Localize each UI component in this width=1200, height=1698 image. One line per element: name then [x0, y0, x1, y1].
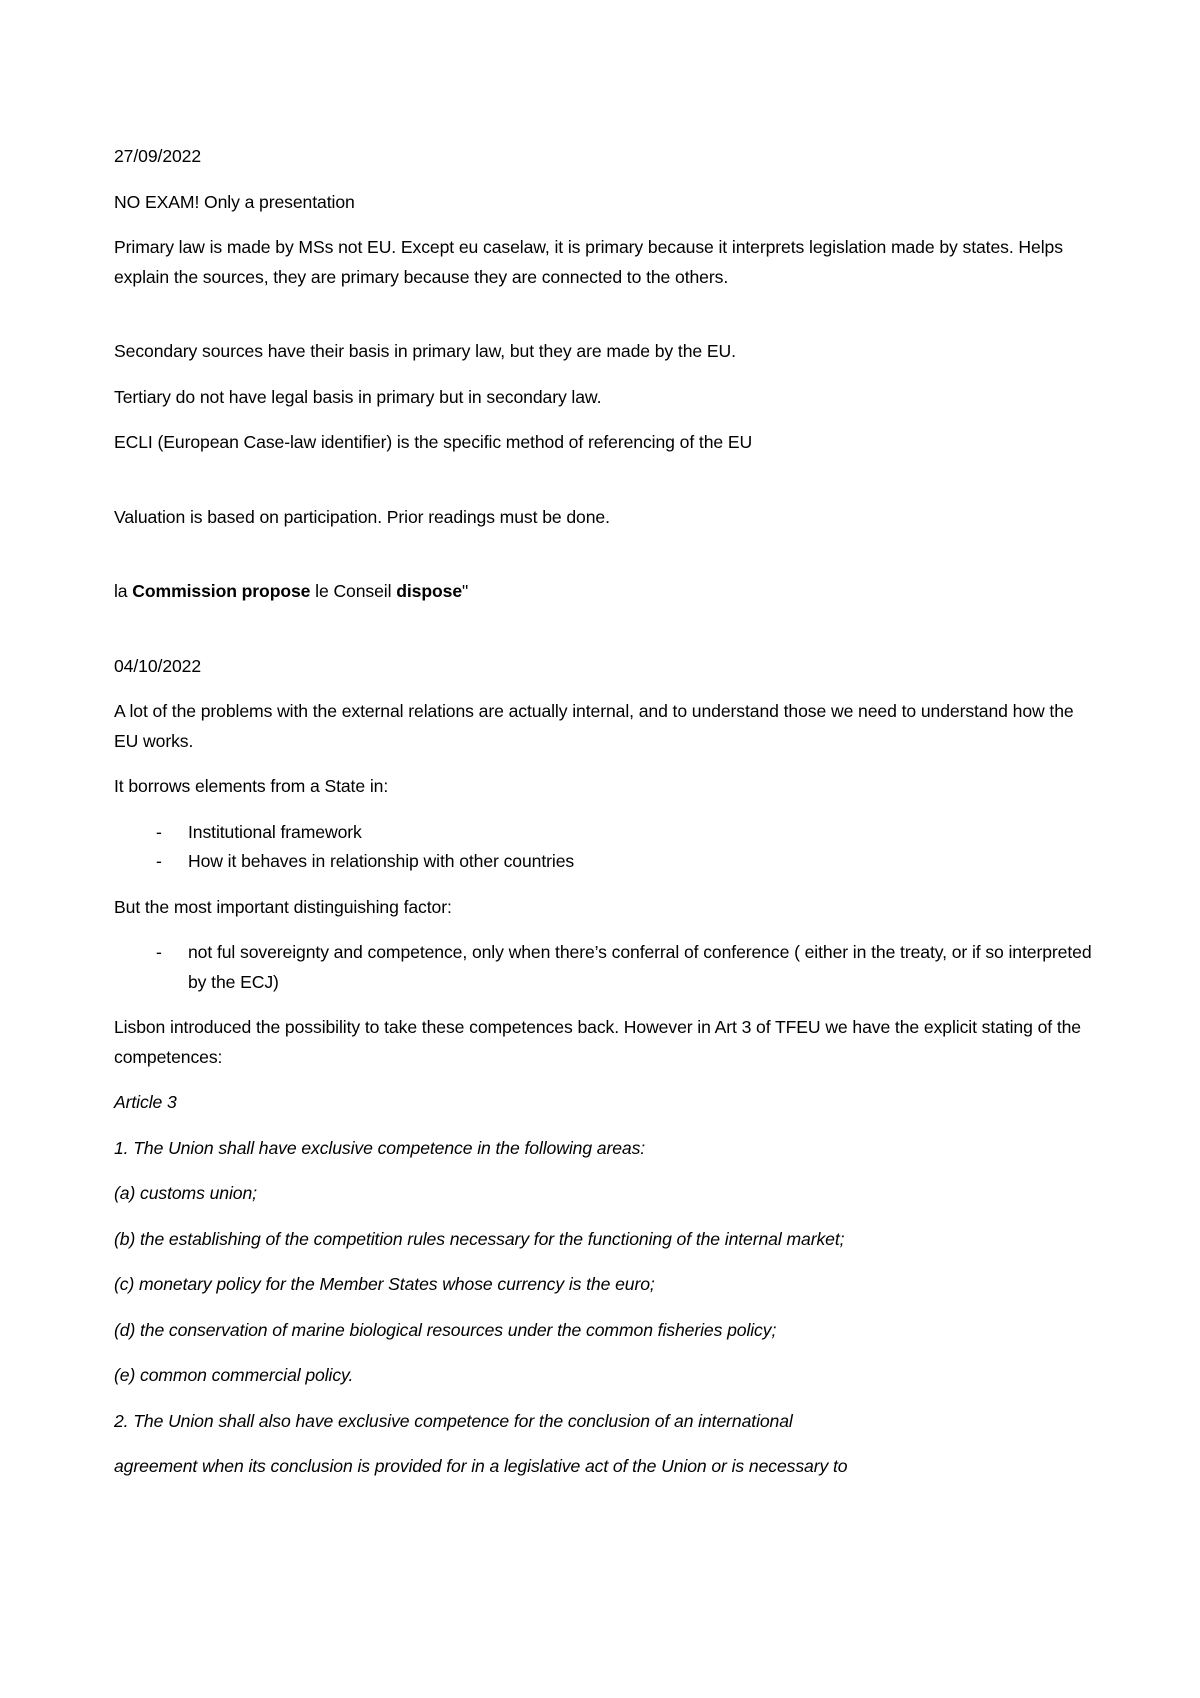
article-item: (e) common commercial policy. — [114, 1365, 354, 1385]
article-item: (b) the establishing of the competition rules necessary for the functioning of the internal market; — [114, 1228, 845, 1249]
quote-part: la — [114, 581, 133, 601]
paragraph-primary-law: Primary law is made by MSs not EU. Except eu caselaw, it is primary because it interprets legislation made by states. Helps explain the sources, they are primary because they are connected to the others. — [114, 237, 1063, 287]
paragraph-valuation: Valuation is based on participation. Prior readings must be done. — [114, 506, 610, 527]
quote-bold-part: dispose — [396, 581, 463, 601]
article-paragraph-2-line-1: 2. The Union shall also have exclusive competence for the conclusion of an international — [114, 1410, 793, 1431]
article-title: Article 3 — [114, 1092, 177, 1112]
quote-bold-part: Commission propose — [132, 581, 311, 601]
list-item: - Institutional framework — [114, 818, 1094, 848]
date-heading-2: 04/10/2022 — [114, 655, 202, 676]
paragraph-lisbon: Lisbon introduced the possibility to take these competences back. However in Art 3 of TFEU we have the explicit stating of the competences: — [114, 1017, 1081, 1067]
list-item: - not ful sovereignty and competence, only when there’s conferral of conference ( either in the treaty, or if so interpreted by the ECJ) — [114, 938, 1094, 997]
article-paragraph-2-line-2: agreement when its conclusion is provided for in a legislative act of the Union or is necessary to — [114, 1456, 848, 1476]
borrow-list — [114, 818, 1094, 877]
date-heading-1: 27/09/2022 — [114, 146, 202, 166]
quote-part: " — [462, 581, 469, 601]
paragraph-tertiary: Tertiary do not have legal basis in primary but in secondary law. — [114, 386, 602, 407]
paragraph-no-exam: NO EXAM! Only a presentation — [114, 191, 355, 212]
quote-commission-propose — [114, 577, 1094, 607]
list-item: - How it behaves in relationship with other countries — [114, 847, 1094, 877]
paragraph-external-relations: A lot of the problems with the external relations are actually internal, and to understand those we need to understand how the EU works. — [114, 701, 1074, 751]
paragraph-secondary-sources: Secondary sources have their basis in primary law, but they are made by the EU. — [114, 341, 736, 361]
blank-line — [114, 474, 1094, 503]
article-paragraph-1: 1. The Union shall have exclusive competence in the following areas: — [114, 1137, 646, 1158]
distinguishing-list — [114, 938, 1094, 997]
paragraph-distinguishing: But the most important distinguishing factor: — [114, 896, 452, 917]
article-item: (a) customs union; — [114, 1183, 257, 1203]
article-item: (c) monetary policy for the Member States whose currency is the euro; — [114, 1274, 655, 1294]
quote-part: le Conseil — [310, 581, 397, 601]
paragraph-ecli: ECLI (European Case-law identifier) is the specific method of referencing of the EU — [114, 432, 753, 452]
blank-line — [114, 308, 1094, 337]
document-body — [114, 142, 1094, 1498]
paragraph-borrows: It borrows elements from a State in: — [114, 776, 389, 796]
article-item: (d) the conservation of marine biological resources under the common fisheries policy; — [114, 1319, 777, 1340]
blank-line — [114, 623, 1094, 652]
blank-line — [114, 548, 1094, 577]
